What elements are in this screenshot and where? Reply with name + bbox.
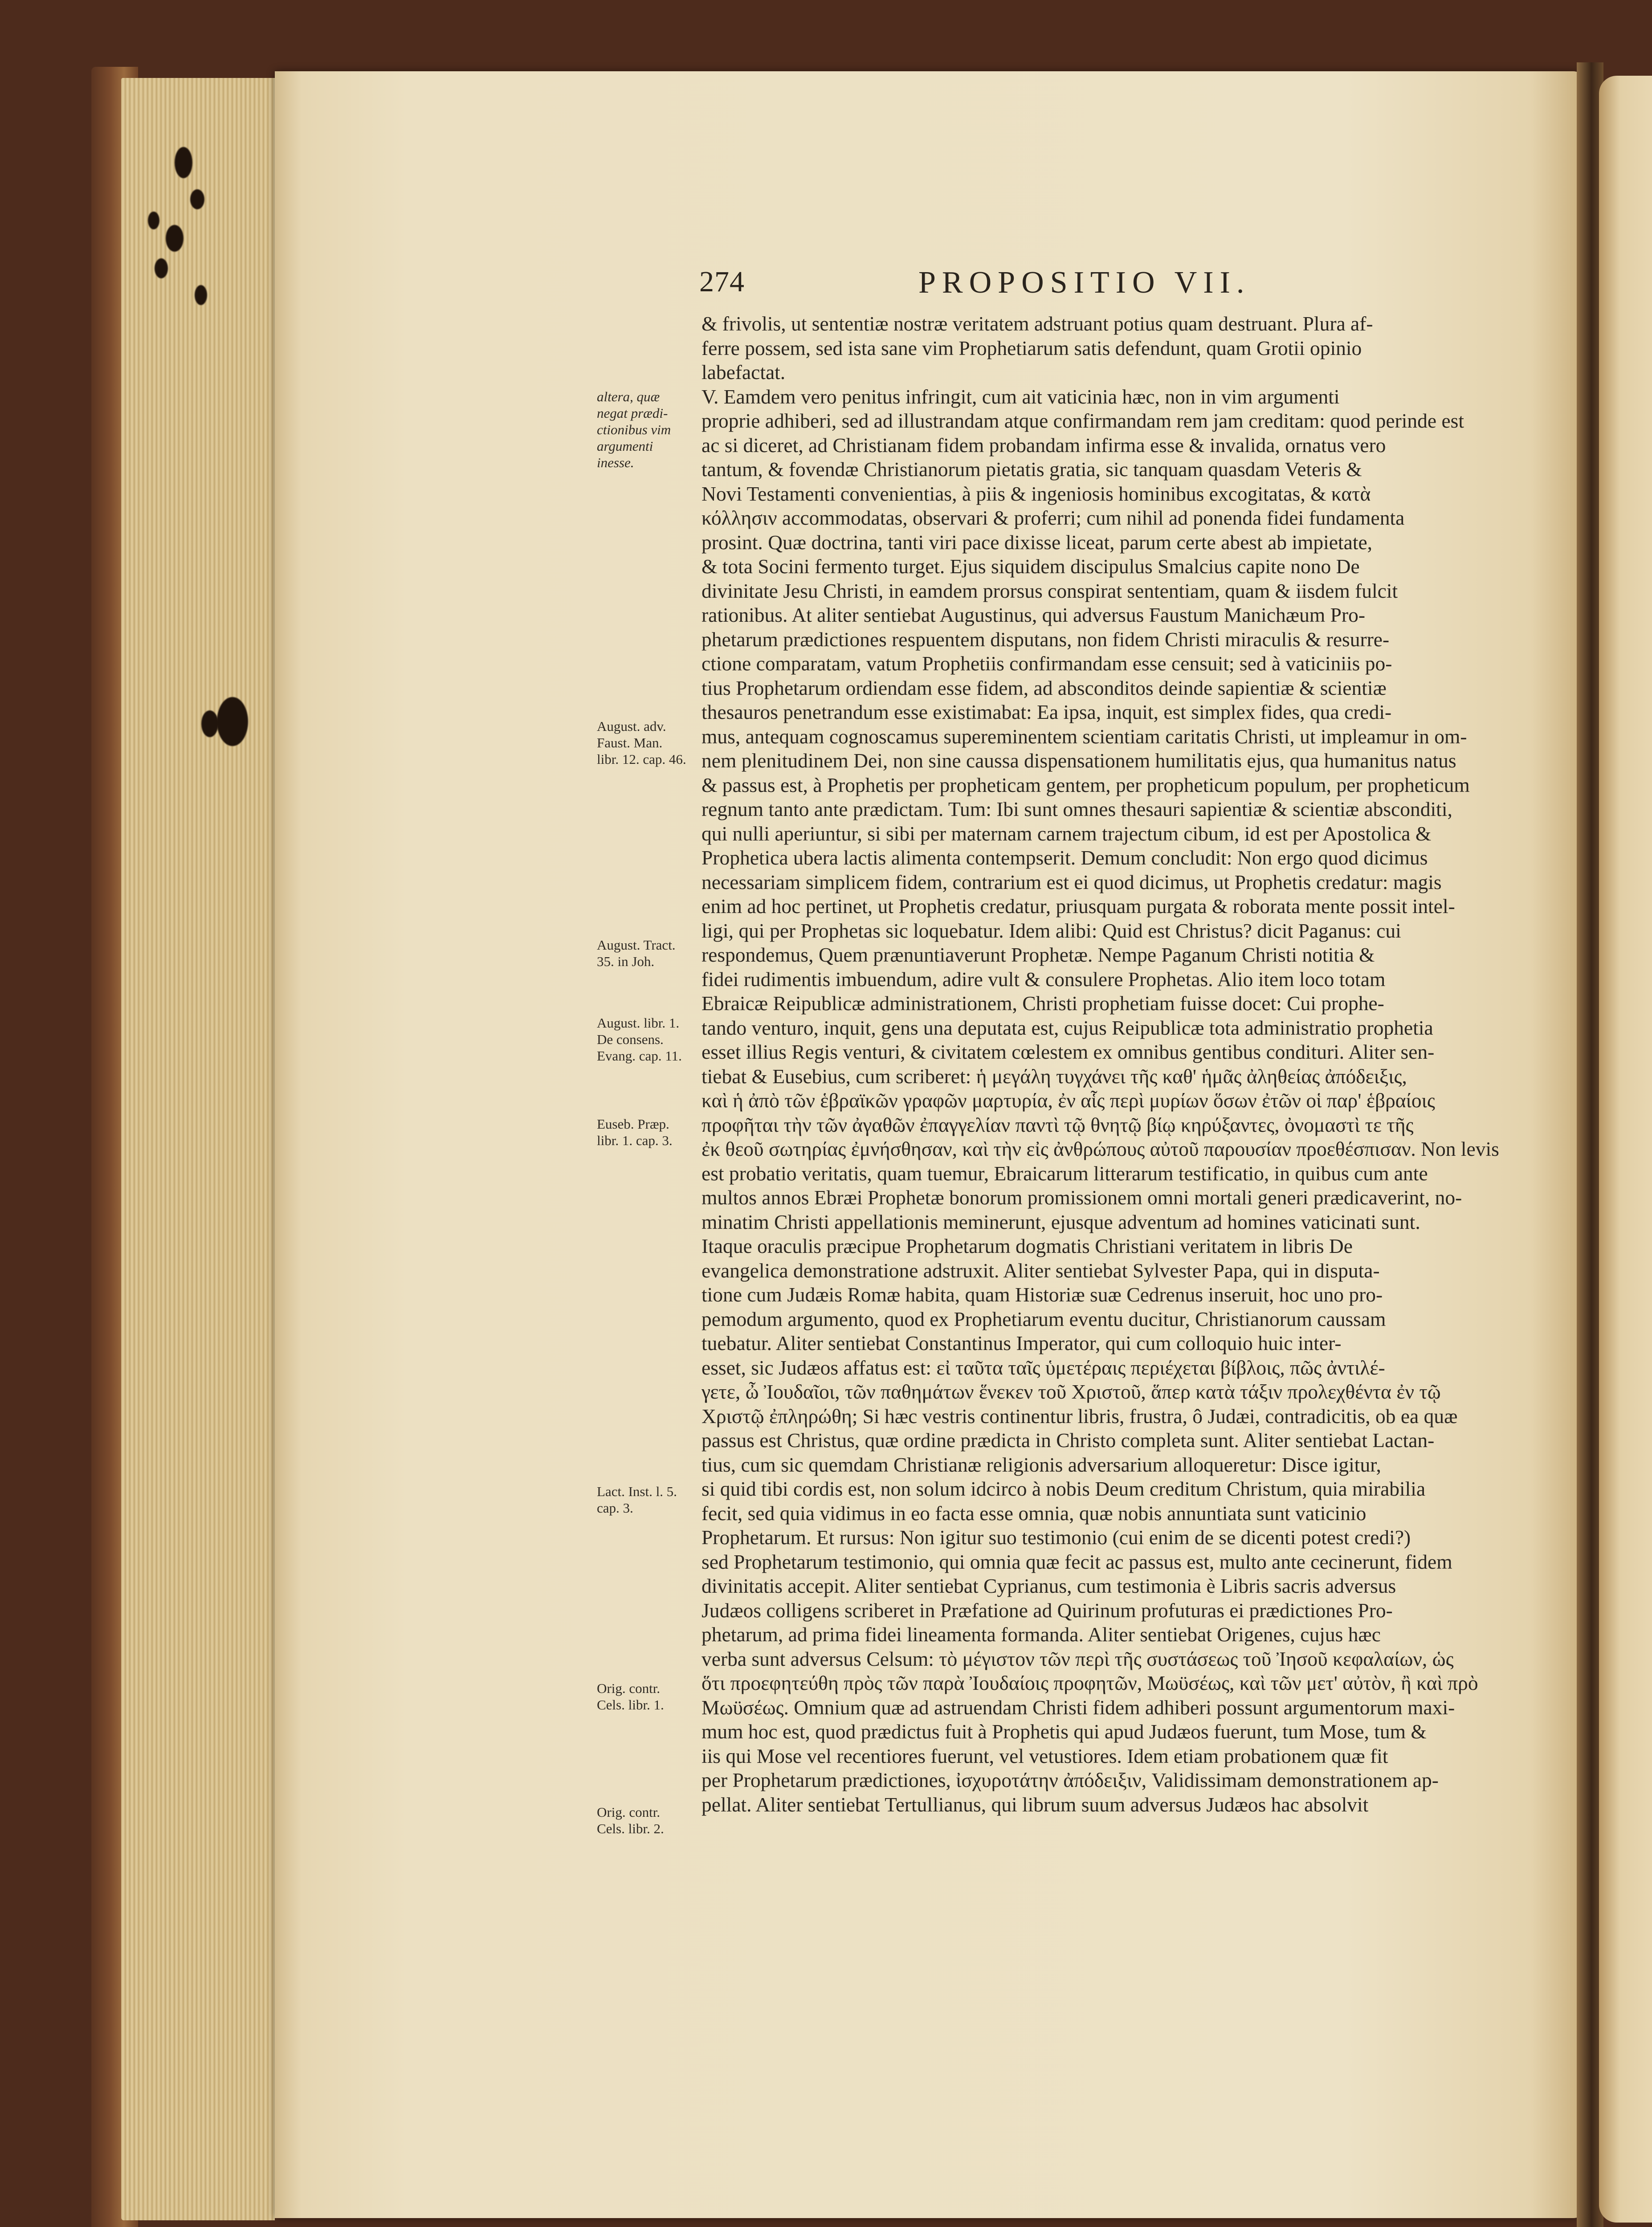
facing-page-edge [1599,76,1652,2223]
ink-stain [175,147,192,178]
text-line: Χριστῷ ἐπληρώθη; Si hæc vestris continentur libris, frustra, ô Judæi, contradicitis, ob ea quæ [702,1404,1458,1428]
margin-note: Lact. Inst. l. 5. cap. 3. [597,1484,677,1516]
text-line: rationibus. At aliter sentiebat Augustinus, qui adversus Faustum Manichæum Pro- [702,604,1365,626]
page-title: PROPOSITIO VII. [918,265,1251,300]
running-head [699,265,1546,305]
text-line: tione cum Judæis Romæ habita, quam Historiæ suæ Cedrenus inseruit, hoc uno pro- [702,1283,1383,1306]
text-line: Ebraicæ Reipublicæ administrationem, Christi prophetiam fuisse docet: Cui prophe- [702,992,1384,1015]
text-line: sed Prophetarum testimonio, qui omnia quæ fecit ac passus est, multo ante cecinerunt, fidem [702,1550,1452,1573]
margin-note: Orig. contr. Cels. libr. 2. [597,1804,664,1836]
page-number: 274 [699,265,745,298]
text-line: tantum, & fovendæ Christianorum pietatis gratia, sic tanquam quasdam Veteris & [702,458,1362,481]
text-line: Μωϋσέως. Omnium quæ ad astruendam Christi fidem adhiberi possunt argumentorum maxi- [702,1696,1455,1719]
text-line: tuebatur. Aliter sentiebat Constantinus Imperator, qui cum colloquio huic inter- [702,1332,1342,1354]
text-line: passus est Christus, quæ ordine prædicta in Christo completa sunt. Aliter sentiebat Lactan- [702,1429,1435,1452]
text-line: V. Eamdem vero penitus infringit, cum ait vaticinia hæc, non in vim argumenti [702,385,1340,408]
text-line: tiebat & Eusebius, cum scriberet: ἡ μεγάλη τυγχάνει τῆς καθ' ἡμᾶς ἀληθείας ἀπόδειξις, [702,1065,1407,1088]
text-line: divinitate Jesu Christi, in eamdem prorsus conspirat sententiam, quam & iisdem fulcit [702,579,1398,602]
text-line: phetarum prædictiones respuentem disputans, non fidem Christi miraculis & resurre- [702,628,1390,651]
text-line: fecit, sed quia vidimus in eo facta esse omnia, quæ nobis annuntiata sunt vaticinio [702,1501,1366,1525]
text-line: & passus est, à Prophetis per propheticam gentem, per propheticum populum, per propheticum [702,773,1470,796]
text-line: phetarum, ad prima fidei lineamenta formanda. Aliter sentiebat Origenes, cujus hæc [702,1623,1381,1646]
text-line: fidei rudimentis imbuendum, adire vult & consulere Prophetas. Alio item loco totam [702,967,1386,991]
text-line: προφῆται τὴν τῶν ἀγαθῶν ἐπαγγελίαν παντὶ τῷ θνητῷ βίῳ κηρύξαντες, ὀνομαστὶ τε τῆς [702,1113,1414,1136]
text-line: ferre possem, sed ista sane vim Prophetiarum satis defendunt, quam Grotii opinio [702,336,1362,359]
margin-note: Orig. contr. Cels. libr. 1. [597,1680,664,1713]
body-text [702,312,1521,1817]
margin-note: August. adv. Faust. Man. libr. 12. cap. 46. [597,718,686,767]
ink-stain [166,225,184,252]
ink-stain [155,258,168,278]
margin-note: Euseb. Præp. libr. 1. cap. 3. [597,1116,673,1148]
margin-note: altera, quæ negat prædi- ctionibus vim argumenti inesse. [597,389,671,470]
text-line: regnum tanto ante prædictam. Tum: Ibi sunt omnes thesauri sapientiæ & scientiæ absconditi, [702,798,1452,820]
text-line: labefactat. [702,361,786,383]
text-line: ac si diceret, ad Christianam fidem probandam infirma esse & invalida, ornatus vero [702,433,1386,457]
text-line: verba sunt adversus Celsum: τὸ μέγιστον τῶν περὶ τῆς συστάσεως τοῦ Ἰησοῦ κεφαλαίων, ὡς [702,1647,1454,1670]
text-line: divinitatis accepit. Aliter sentiebat Cyprianus, cum testimonia è Libris sacris adversus [702,1574,1396,1597]
text-line: Judæos colligens scriberet in Præfatione ad Quirinum profuturas ei prædictiones Pro- [702,1599,1393,1622]
ink-stain [190,189,204,209]
text-line: Novi Testamenti convenientias, à piis & ingeniosis hominibus excogitatas, & κατὰ [702,482,1371,505]
text-line: esset illius Regis venturi, & civitatem cœlestem ex omnibus gentibus condituri. Aliter sen- [702,1040,1435,1063]
text-line: necessariam simplicem fidem, contrarium est ei quod dicimus, ut Prophetis credatur: magis [702,870,1442,893]
ink-stain [201,710,218,737]
ink-stain [148,212,159,229]
text-line: Prophetarum. Et rursus: Non igitur suo testimonio (cui enim de se dicenti potest credi?) [702,1526,1411,1549]
text-line: κόλλησιν accommodatas, observari & proferri; cum nihil ad ponenda fidei fundamenta [702,506,1405,529]
text-line: multos annos Ebræi Prophetæ bonorum promissionem omni mortali generi prædicaverint, no- [702,1186,1462,1209]
ink-stain [195,285,207,305]
text-line: respondemus, Quem prænuntiaverunt Prophetæ. Nempe Paganum Christi notitia & [702,943,1375,966]
text-line: per Prophetarum prædictiones, ἰσχυροτάτην ἀπόδειξιν, Validissimam demonstrationem ap- [702,1769,1439,1791]
text-line: pellat. Aliter sentiebat Tertullianus, qui librum suum adversus Judæos hac absolvit [702,1793,1369,1816]
text-line: tius, cum sic quemdam Christianæ religionis adversarium alloqueretur: Disce igitur, [702,1453,1381,1476]
text-line: est probatio veritatis, quam tuemur, Ebraicarum litterarum testificatio, in quibus cum ante [702,1162,1428,1185]
text-line: Itaque oraculis præcipue Prophetarum dogmatis Christiani veritatem in libris De [702,1235,1353,1257]
text-line: minatim Christi appellationis meminerunt, ejusque adventum ad homines vaticinati sunt. [702,1210,1420,1233]
text-line: γετε, ὦ Ἰουδαῖοι, τῶν παθημάτων ἕνεκεν τοῦ Χριστοῦ, ἅπερ κατὰ τάξιν προλεχθέντα ἐν τῷ [702,1380,1441,1403]
text-line: Prophetica ubera lactis alimenta contempserit. Demum concludit: Non ergo quod dicimus [702,846,1428,869]
text-line: & frivolis, ut sententiæ nostræ veritatem adstruant potius quam destruant. Plura af- [702,312,1373,335]
text-line: proprie adhiberi, sed ad illustrandam atque confirmandam rem jam creditam: quod perinde est [702,409,1464,432]
text-line: pemodum argumento, quod ex Prophetiarum eventu ducitur, Christianorum caussam [702,1307,1386,1330]
text-line: ligi, qui per Prophetas sic loquebatur. Idem alibi: Quid est Christus? dicit Paganus: cui [702,919,1401,942]
text-line: mus, antequam cognoscamus supereminentem scientiam caritatis Christi, ut impleamur in om- [702,725,1467,748]
text-line: prosint. Quæ doctrina, tanti viri pace dixisse liceat, parum certe abest ab impietate, [702,530,1373,554]
margin-note: August. Tract. 35. in Joh. [597,937,676,969]
text-line: tando venturo, inquit, gens una deputata est, cujus Reipublicæ tota administratio prophetia [702,1016,1433,1039]
text-line: iis qui Mose vel recentiores fuerunt, vel vetustiores. Idem etiam probationem quæ fit [702,1744,1388,1767]
text-line: καὶ ἡ ἀπὸ τῶν ἑβραϊκῶν γραφῶν μαρτυρία, ἐν αἷς περὶ μυρίων ὅσων ἐτῶν οἱ παρ' ἑβραίοις [702,1089,1435,1112]
margin-note: August. libr. 1. De consens. Evang. cap. 11. [597,1015,682,1064]
text-line: nem plenitudinem Dei, non sine caussa dispensationem humilitatis ejus, qua humanitus natus [702,749,1456,772]
text-line: mum hoc est, quod prædictus fuit à Prophetis qui apud Judæos fuerunt, tum Mose, tum & [702,1720,1427,1743]
page-fore-edge [121,78,275,2220]
text-line: evangelica demonstratione adstruxit. Aliter sentiebat Sylvester Papa, qui in disputa- [702,1259,1380,1282]
ink-stain [217,697,248,746]
text-line: si quid tibi cordis est, non solum idcirco à nobis Deum creditum Christum, quia mirabilia [702,1477,1426,1500]
text-line: ctione comparatam, vatum Prophetiis confirmandam esse censuit; sed à vaticiniis po- [702,652,1392,675]
text-line: ἐκ θεοῦ σωτηρίας ἐμνήσθησαν, καὶ τὴν εἰς ἀνθρώπους αὐτοῦ παρουσίαν προεθέσπισαν. Non levis [702,1138,1499,1160]
text-line: qui nulli aperiuntur, si sibi per maternam carnem trajectum cibum, id est per Apostolica & [702,822,1432,845]
text-line: ὅτι προεφητεύθη πρὸς τῶν παρὰ Ἰουδαίοις προφητῶν, Μωϋσέως, καὶ τῶν μετ' αὐτὸν, ἢ καὶ πρὸ [702,1672,1478,1694]
text-line: esset, sic Judæos affatus est: εἰ ταῦτα ταῖς ὑμετέραις περιέχεται βίβλοις, πῶς ἀντιλέ- [702,1356,1385,1379]
text-line: & tota Socini fermento turget. Ejus siquidem discipulus Smalcius capite nono De [702,555,1360,578]
text-line: enim ad hoc pertinet, ut Prophetis credatur, priusquam purgata & roborata mente possit intel- [702,895,1455,918]
text-line: tius Prophetarum ordiendam esse fidem, ad absconditos deinde sapientiæ & scientiæ [702,676,1387,699]
text-line: thesauros penetrandum esse existimabat: Ea ipsa, inquit, est simplex fides, qua credi- [702,701,1392,723]
